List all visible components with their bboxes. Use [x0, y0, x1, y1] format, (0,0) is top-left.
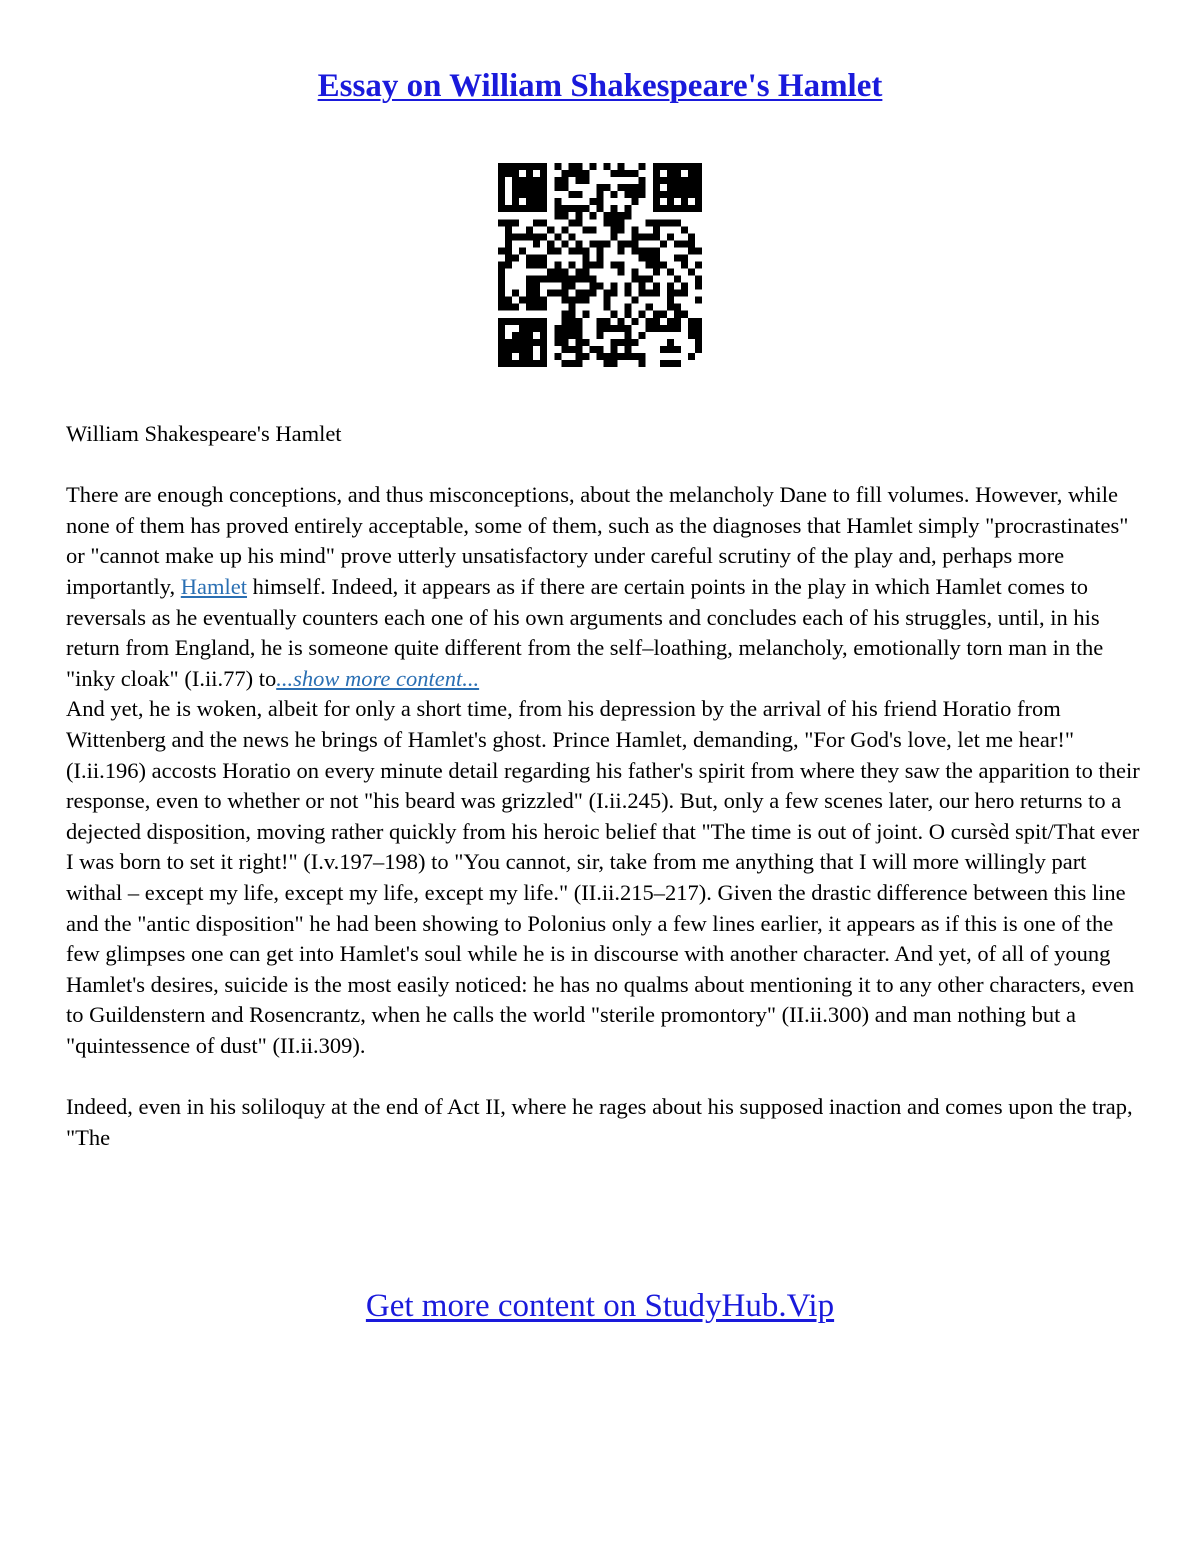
paragraph-1: [66, 480, 1146, 694]
paragraph-2: And yet, he is woken, albeit for only a short time, from his depression by the arrival of his friend Horatio from Wittenberg and the news he brings of Hamlet's ghost. Prince Hamlet, demanding, "For God's love, let me hear!" (I.ii.196) accosts Horatio on every minute detail regarding his father's spirit from where they saw the apparition to their response, even to whether or not "his beard was grizzled" (I.ii.245). But, only a few scenes later, our hero returns to a dejected disposition, moving rather quickly from his heroic belief that "The time is out of joint. O cursèd spit/That ever I was born to set it right!" (I.v.197–198) to "You cannot, sir, take from me anything that I will more willingly part withal – except my life, except my life, except my life." (II.ii.215–217). Given the drastic difference between this line and the "antic disposition" he had been showing to Polonius only a few lines earlier, it appears as if this is one of the few glimpses one can get into Hamlet's soul while he is in discourse with another character. And yet, of all of young Hamlet's desires, suicide is the most easily noticed: he has no qualms about mentioning it to any other characters, even to Guildenstern and Rosencrantz, when he calls the world "sterile promontory" (II.ii.300) and man nothing but a "quintessence of dust" (II.ii.309).: [66, 696, 1140, 1058]
paragraph-1-text-b: himself. Indeed, it appears as if there are certain points in the play in which Hamlet comes to reversals as he eventually counters each one of his own arguments and concludes each of his struggles, until, in his return from England, he is someone quite different from the self–loathing, melancholy, emotionally torn man in the "inky cloak" (I.ii.77) to: [66, 573, 1104, 691]
title-link[interactable]: Essay on William Shakespeare's Hamlet: [317, 68, 883, 104]
paragraph-3: Indeed, even in his soliloquy at the end of Act II, where he rages about his supposed inaction and comes upon the trap, "The: [66, 1094, 1133, 1150]
page-title: [0, 66, 1200, 106]
qr-code-icon: [498, 163, 702, 367]
hamlet-link[interactable]: Hamlet: [180, 573, 248, 599]
show-more-link[interactable]: ...show more content...: [276, 665, 480, 691]
paragraph-1-text-a: There are enough conceptions, and thus misconceptions, about the melancholy Dane to fill volumes. However, while none of them has proved entirely acceptable, some of them, such as the diagnoses that Hamlet simply "procrastinates" or "cannot make up his mind" prove utterly unsatisfactory under careful scrutiny of the play and, perhaps more importantly,: [66, 482, 1129, 599]
footer-link[interactable]: Get more content on StudyHub.Vip: [365, 1288, 835, 1324]
essay-body: [66, 419, 1146, 1153]
essay-subtitle: William Shakespeare's Hamlet: [66, 421, 342, 446]
footer: [0, 1286, 1200, 1326]
